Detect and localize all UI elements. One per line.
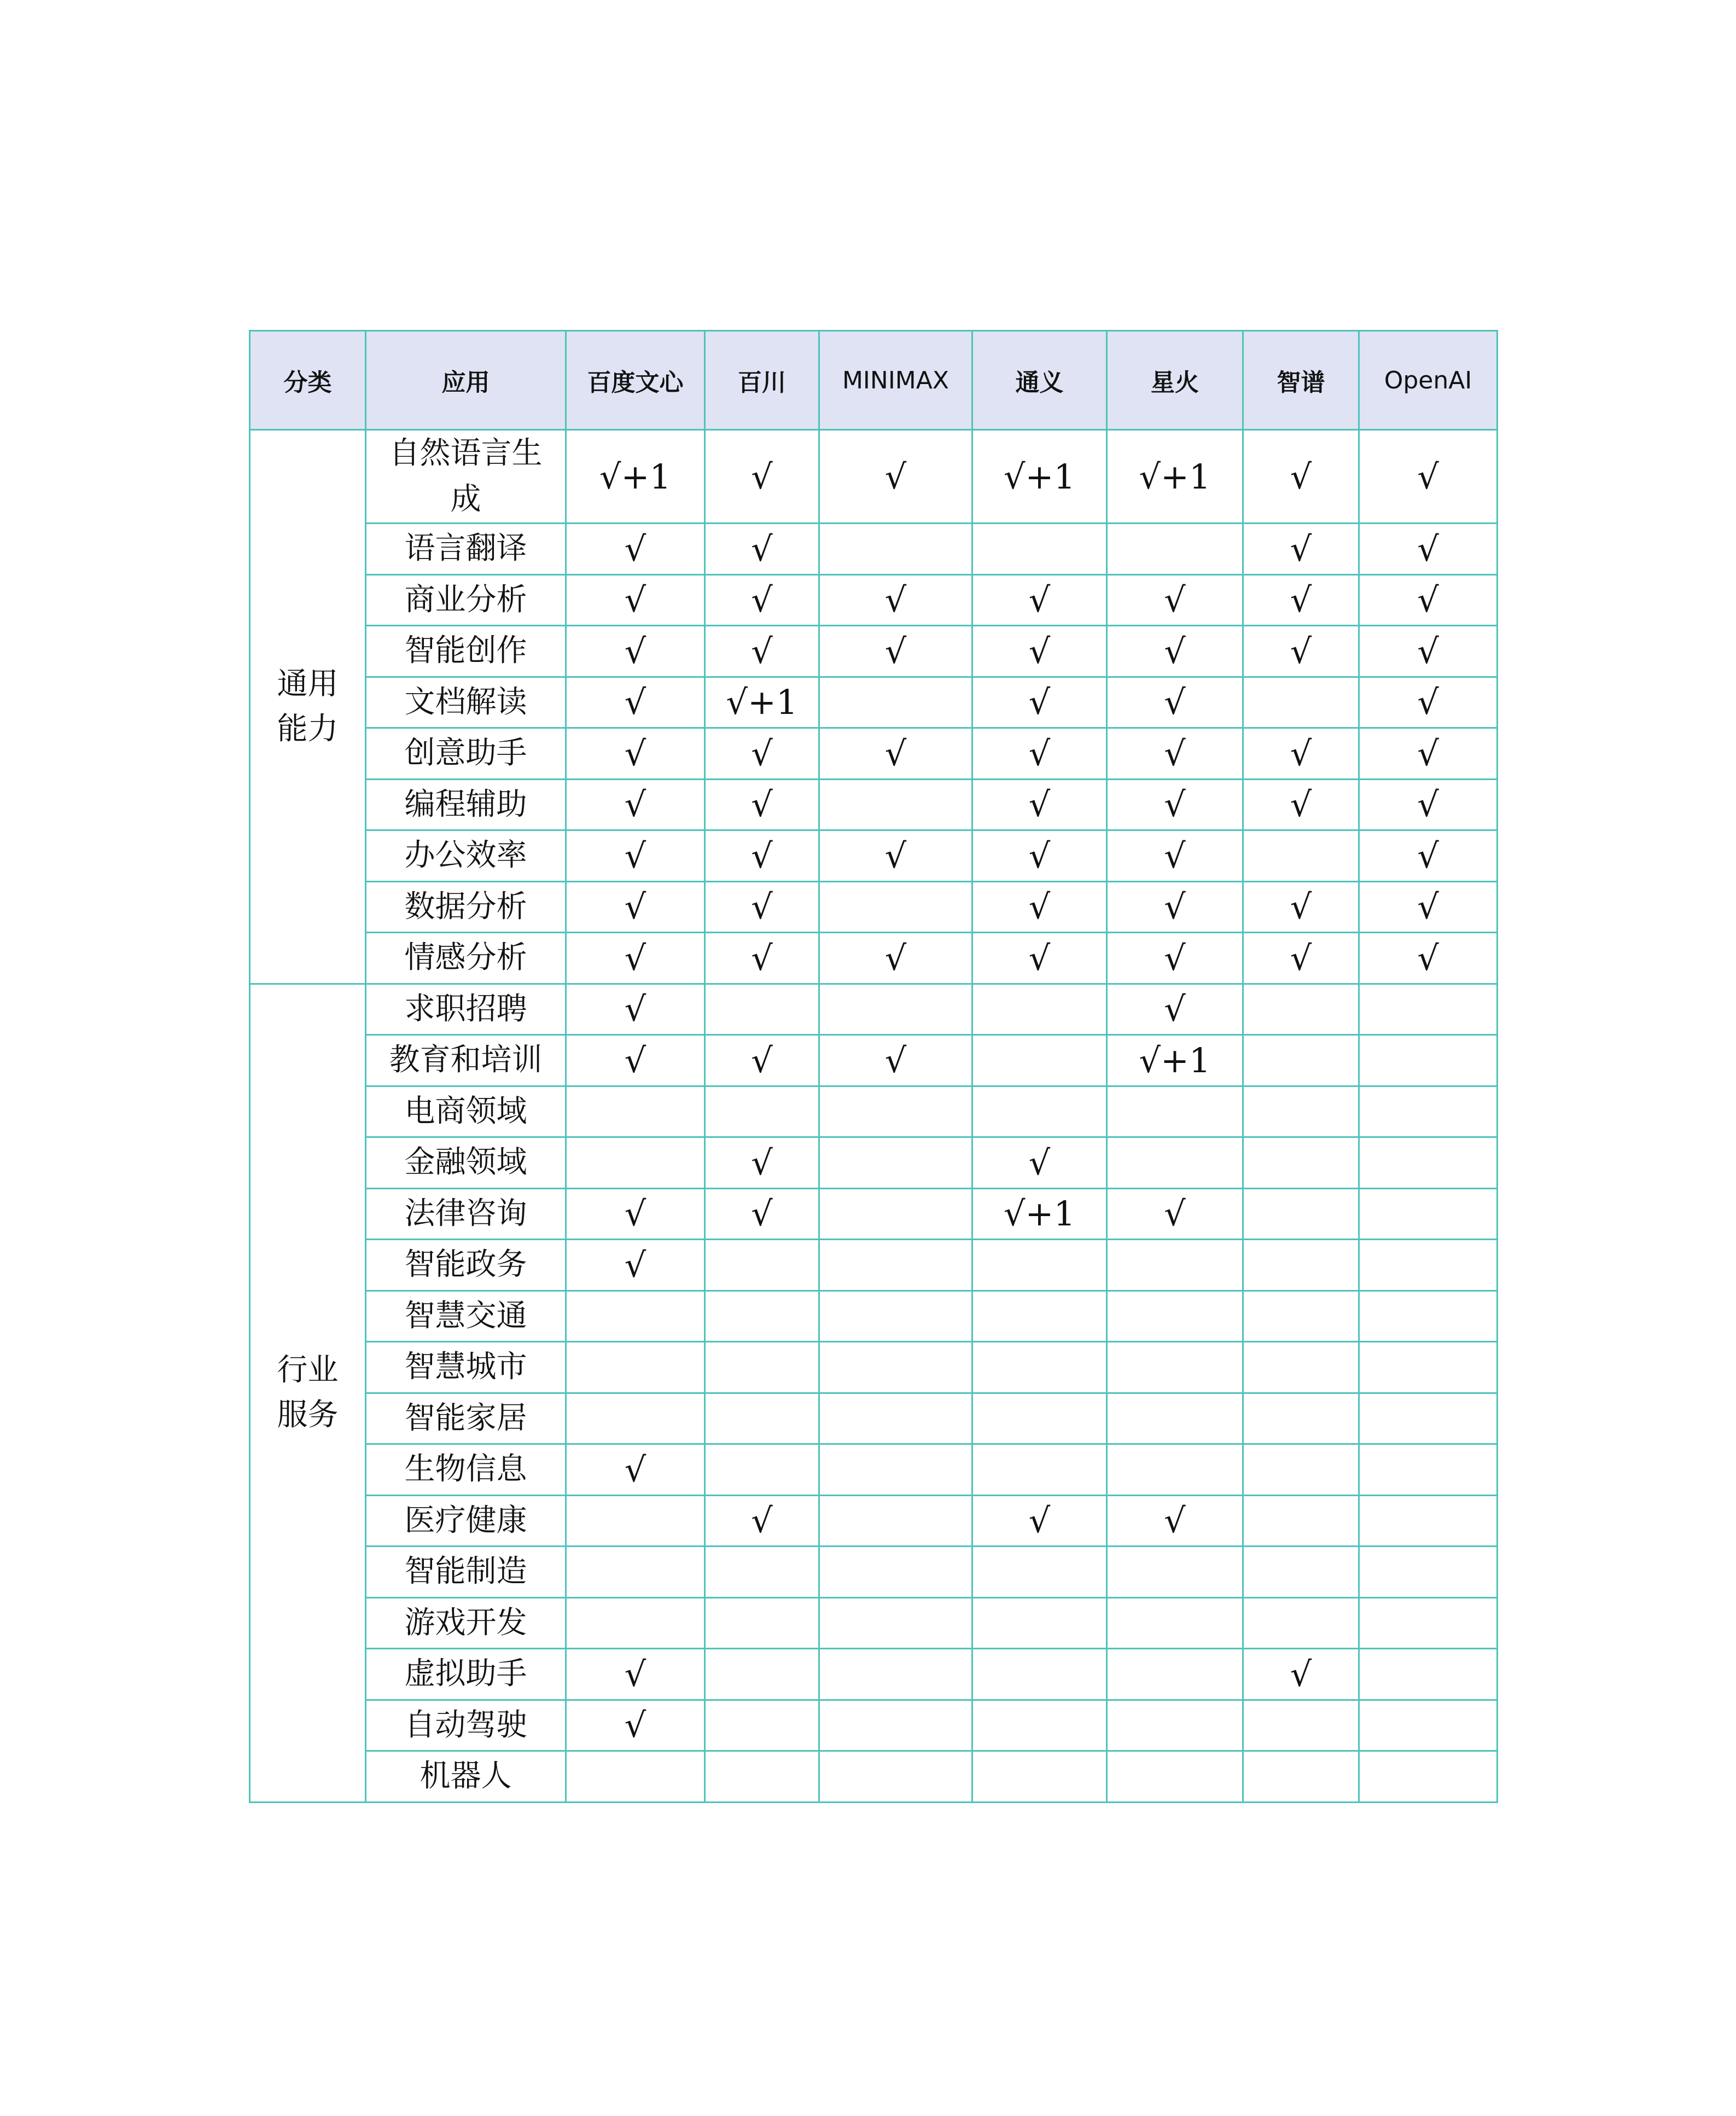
support-mark-cell: √: [1359, 677, 1498, 728]
support-mark-cell: [1243, 1086, 1359, 1137]
application-cell: 情感分析: [366, 933, 566, 984]
support-mark-cell: [819, 1751, 972, 1803]
table-row: [250, 430, 1498, 524]
support-mark-cell: [1243, 1188, 1359, 1240]
support-mark-cell: √: [705, 1035, 819, 1086]
support-mark-cell: [1107, 1342, 1243, 1393]
support-mark-cell: [972, 1342, 1107, 1393]
support-mark-cell: [819, 677, 972, 728]
application-cell: 自然语言生成: [366, 430, 566, 524]
table-row: [250, 1342, 1498, 1393]
support-mark-cell: √: [972, 830, 1107, 882]
support-mark-cell: [819, 984, 972, 1035]
support-mark-cell: [1243, 1393, 1359, 1444]
support-mark-cell: √: [566, 984, 705, 1035]
support-mark-cell: [1107, 1700, 1243, 1751]
table-row: [250, 1649, 1498, 1700]
application-cell: 智能家居: [366, 1393, 566, 1444]
category-cell: 行业服务: [250, 984, 366, 1802]
support-mark-cell: [1243, 830, 1359, 882]
table-row: [250, 677, 1498, 728]
support-mark-cell: [819, 1342, 972, 1393]
support-mark-cell: [819, 779, 972, 830]
support-mark-cell: √: [819, 574, 972, 626]
application-cell: 智能制造: [366, 1547, 566, 1598]
support-mark-cell: √: [1359, 728, 1498, 780]
support-mark-cell: [566, 1290, 705, 1342]
support-mark-cell: [972, 1393, 1107, 1444]
support-mark-cell: [1107, 1547, 1243, 1598]
support-mark-cell: [972, 524, 1107, 575]
support-mark-cell: [1107, 1597, 1243, 1649]
support-mark-cell: √: [972, 677, 1107, 728]
support-mark-cell: √: [566, 1035, 705, 1086]
support-mark-cell: √: [566, 1240, 705, 1291]
support-mark-cell: √: [705, 1137, 819, 1189]
support-mark-cell: [1243, 1495, 1359, 1547]
table-row: [250, 728, 1498, 780]
application-cell: 教育和培训: [366, 1035, 566, 1086]
support-mark-cell: [566, 1751, 705, 1803]
support-mark-cell: [972, 1290, 1107, 1342]
support-mark-cell: [1359, 1547, 1498, 1598]
support-mark-cell: √: [705, 881, 819, 933]
application-cell: 语言翻译: [366, 524, 566, 575]
support-mark-cell: √: [1107, 626, 1243, 677]
support-mark-cell: √+1: [1107, 430, 1243, 524]
support-mark-cell: [566, 1086, 705, 1137]
support-mark-cell: √+1: [566, 430, 705, 524]
support-mark-cell: √: [566, 1444, 705, 1496]
support-mark-cell: [1243, 984, 1359, 1035]
support-mark-cell: [1359, 1342, 1498, 1393]
support-mark-cell: [705, 1547, 819, 1598]
support-mark-cell: √+1: [972, 1188, 1107, 1240]
support-mark-cell: √: [1107, 830, 1243, 882]
support-mark-cell: √: [1243, 728, 1359, 780]
support-mark-cell: √: [705, 933, 819, 984]
support-mark-cell: √: [566, 574, 705, 626]
support-mark-cell: √: [705, 728, 819, 780]
support-mark-cell: [1107, 1393, 1243, 1444]
support-mark-cell: √: [1359, 626, 1498, 677]
support-mark-cell: [1243, 1751, 1359, 1803]
support-mark-cell: [1359, 1649, 1498, 1700]
support-mark-cell: [1359, 1240, 1498, 1291]
support-mark-cell: √+1: [1107, 1035, 1243, 1086]
support-mark-cell: √: [705, 626, 819, 677]
support-mark-cell: √: [972, 1137, 1107, 1189]
support-mark-cell: √: [705, 524, 819, 575]
category-cell: 通用能力: [250, 430, 366, 984]
application-cell: 编程辅助: [366, 779, 566, 830]
support-mark-cell: √: [972, 728, 1107, 780]
support-mark-cell: [1359, 1700, 1498, 1751]
support-mark-cell: [1359, 1597, 1498, 1649]
support-mark-cell: [819, 1188, 972, 1240]
application-cell: 生物信息: [366, 1444, 566, 1496]
support-mark-cell: [972, 1240, 1107, 1291]
support-mark-cell: [1107, 524, 1243, 575]
header-tongyi: 通义: [972, 331, 1107, 430]
application-cell: 智慧城市: [366, 1342, 566, 1393]
support-mark-cell: [972, 1086, 1107, 1137]
table-header-row: [250, 331, 1498, 430]
support-mark-cell: √: [566, 1188, 705, 1240]
support-mark-cell: [972, 1597, 1107, 1649]
support-mark-cell: √: [566, 881, 705, 933]
table-row: [250, 1290, 1498, 1342]
table-row: [250, 1751, 1498, 1803]
support-mark-cell: √: [1107, 1188, 1243, 1240]
support-mark-cell: √: [1107, 1495, 1243, 1547]
support-mark-cell: [705, 1393, 819, 1444]
application-cell: 虚拟助手: [366, 1649, 566, 1700]
support-mark-cell: [1243, 1700, 1359, 1751]
support-mark-cell: [819, 1547, 972, 1598]
support-mark-cell: [705, 1444, 819, 1496]
support-mark-cell: [1359, 984, 1498, 1035]
support-mark-cell: √: [1359, 881, 1498, 933]
support-mark-cell: [705, 1597, 819, 1649]
table-row: [250, 1035, 1498, 1086]
support-mark-cell: [1359, 1035, 1498, 1086]
application-cell: 数据分析: [366, 881, 566, 933]
support-mark-cell: [566, 1137, 705, 1189]
support-mark-cell: √: [705, 574, 819, 626]
header-minimax: MINIMAX: [819, 331, 972, 430]
support-mark-cell: [566, 1495, 705, 1547]
support-mark-cell: [1359, 1137, 1498, 1189]
table-body: [250, 430, 1498, 1803]
application-cell: 电商领域: [366, 1086, 566, 1137]
support-mark-cell: [819, 1137, 972, 1189]
table-row: [250, 1240, 1498, 1291]
support-mark-cell: √: [819, 626, 972, 677]
application-cell: 求职招聘: [366, 984, 566, 1035]
capability-comparison-table: [249, 330, 1498, 1803]
support-mark-cell: [1243, 1240, 1359, 1291]
support-mark-cell: √: [566, 1649, 705, 1700]
support-mark-cell: √: [1243, 524, 1359, 575]
support-mark-cell: √: [1107, 728, 1243, 780]
application-cell: 医疗健康: [366, 1495, 566, 1547]
support-mark-cell: √+1: [972, 430, 1107, 524]
support-mark-cell: [819, 1700, 972, 1751]
support-mark-cell: √: [566, 1700, 705, 1751]
support-mark-cell: √: [566, 933, 705, 984]
support-mark-cell: √: [1107, 881, 1243, 933]
support-mark-cell: √: [566, 779, 705, 830]
support-mark-cell: [705, 1649, 819, 1700]
application-cell: 商业分析: [366, 574, 566, 626]
support-mark-cell: √: [972, 1495, 1107, 1547]
support-mark-cell: [566, 1393, 705, 1444]
table-row: [250, 1700, 1498, 1751]
support-mark-cell: [566, 1597, 705, 1649]
table-row: [250, 1086, 1498, 1137]
support-mark-cell: √: [1359, 830, 1498, 882]
support-mark-cell: [1107, 1649, 1243, 1700]
support-mark-cell: [1243, 1290, 1359, 1342]
table-row: [250, 574, 1498, 626]
application-cell: 游戏开发: [366, 1597, 566, 1649]
header-xinghuo: 星火: [1107, 331, 1243, 430]
support-mark-cell: [1359, 1393, 1498, 1444]
support-mark-cell: √: [1243, 626, 1359, 677]
support-mark-cell: [819, 524, 972, 575]
support-mark-cell: [1243, 1137, 1359, 1189]
support-mark-cell: [1107, 1290, 1243, 1342]
support-mark-cell: √+1: [705, 677, 819, 728]
support-mark-cell: [1359, 1495, 1498, 1547]
support-mark-cell: √: [705, 779, 819, 830]
support-mark-cell: [819, 1086, 972, 1137]
support-mark-cell: √: [1243, 933, 1359, 984]
support-mark-cell: [705, 984, 819, 1035]
support-mark-cell: √: [1243, 779, 1359, 830]
support-mark-cell: [972, 984, 1107, 1035]
application-cell: 创意助手: [366, 728, 566, 780]
table-row: [250, 1597, 1498, 1649]
support-mark-cell: [972, 1444, 1107, 1496]
support-mark-cell: [972, 1751, 1107, 1803]
support-mark-cell: [972, 1547, 1107, 1598]
support-mark-cell: √: [1107, 779, 1243, 830]
support-mark-cell: √: [972, 933, 1107, 984]
support-mark-cell: [819, 1240, 972, 1291]
support-mark-cell: [1243, 677, 1359, 728]
support-mark-cell: [972, 1700, 1107, 1751]
support-mark-cell: √: [566, 626, 705, 677]
support-mark-cell: √: [1243, 1649, 1359, 1700]
table-row: [250, 1547, 1498, 1598]
support-mark-cell: √: [705, 830, 819, 882]
application-cell: 法律咨询: [366, 1188, 566, 1240]
support-mark-cell: √: [705, 430, 819, 524]
application-cell: 文档解读: [366, 677, 566, 728]
support-mark-cell: √: [1107, 933, 1243, 984]
application-cell: 自动驾驶: [366, 1700, 566, 1751]
support-mark-cell: [819, 1290, 972, 1342]
support-mark-cell: √: [566, 677, 705, 728]
application-cell: 智能政务: [366, 1240, 566, 1291]
support-mark-cell: √: [1359, 933, 1498, 984]
table-row: [250, 881, 1498, 933]
support-mark-cell: √: [705, 1495, 819, 1547]
support-mark-cell: √: [819, 430, 972, 524]
support-mark-cell: [819, 1393, 972, 1444]
support-mark-cell: [705, 1700, 819, 1751]
header-application: 应用: [366, 331, 566, 430]
support-mark-cell: [819, 1649, 972, 1700]
support-mark-cell: √: [1243, 881, 1359, 933]
support-mark-cell: [705, 1751, 819, 1803]
support-mark-cell: √: [972, 626, 1107, 677]
table-row: [250, 524, 1498, 575]
support-mark-cell: [1243, 1035, 1359, 1086]
support-mark-cell: [972, 1649, 1107, 1700]
support-mark-cell: √: [819, 933, 972, 984]
support-mark-cell: [1243, 1342, 1359, 1393]
table-row: [250, 1495, 1498, 1547]
support-mark-cell: [1243, 1444, 1359, 1496]
header-zhipu: 智谱: [1243, 331, 1359, 430]
support-mark-cell: √: [1359, 779, 1498, 830]
support-mark-cell: [1107, 1240, 1243, 1291]
support-mark-cell: [1359, 1188, 1498, 1240]
support-mark-cell: [1243, 1597, 1359, 1649]
support-mark-cell: [1359, 1086, 1498, 1137]
support-mark-cell: [819, 1597, 972, 1649]
support-mark-cell: √: [972, 881, 1107, 933]
support-mark-cell: √: [1107, 677, 1243, 728]
application-cell: 金融领域: [366, 1137, 566, 1189]
support-mark-cell: [819, 1495, 972, 1547]
support-mark-cell: [1359, 1751, 1498, 1803]
support-mark-cell: √: [819, 830, 972, 882]
support-mark-cell: [705, 1240, 819, 1291]
support-mark-cell: [566, 1547, 705, 1598]
support-mark-cell: √: [1243, 430, 1359, 524]
table-row: [250, 1137, 1498, 1189]
support-mark-cell: [819, 881, 972, 933]
support-mark-cell: √: [1107, 984, 1243, 1035]
support-mark-cell: √: [1107, 574, 1243, 626]
table-row: [250, 779, 1498, 830]
support-mark-cell: [819, 1444, 972, 1496]
support-mark-cell: [1107, 1086, 1243, 1137]
application-cell: 机器人: [366, 1751, 566, 1803]
table-row: [250, 1188, 1498, 1240]
support-mark-cell: [1107, 1444, 1243, 1496]
table-row: [250, 626, 1498, 677]
table-row: [250, 1444, 1498, 1496]
support-mark-cell: [705, 1342, 819, 1393]
support-mark-cell: √: [819, 728, 972, 780]
support-mark-cell: [1359, 1444, 1498, 1496]
header-baidu-wenxin: 百度文心: [566, 331, 705, 430]
support-mark-cell: [566, 1342, 705, 1393]
header-openai: OpenAI: [1359, 331, 1498, 430]
application-cell: 智慧交通: [366, 1290, 566, 1342]
support-mark-cell: √: [972, 574, 1107, 626]
support-mark-cell: [1107, 1751, 1243, 1803]
support-mark-cell: [1243, 1547, 1359, 1598]
support-mark-cell: √: [972, 779, 1107, 830]
support-mark-cell: √: [705, 1188, 819, 1240]
support-mark-cell: √: [1359, 524, 1498, 575]
table-row: [250, 830, 1498, 882]
table-row: [250, 933, 1498, 984]
support-mark-cell: √: [566, 830, 705, 882]
support-mark-cell: √: [1243, 574, 1359, 626]
support-mark-cell: [1107, 1137, 1243, 1189]
application-cell: 智能创作: [366, 626, 566, 677]
support-mark-cell: √: [1359, 430, 1498, 524]
header-category: 分类: [250, 331, 366, 430]
support-mark-cell: √: [1359, 574, 1498, 626]
support-mark-cell: [1359, 1290, 1498, 1342]
header-baichuan: 百川: [705, 331, 819, 430]
application-cell: 办公效率: [366, 830, 566, 882]
support-mark-cell: √: [566, 728, 705, 780]
support-mark-cell: √: [819, 1035, 972, 1086]
table-row: [250, 984, 1498, 1035]
support-mark-cell: √: [566, 524, 705, 575]
table-row: [250, 1393, 1498, 1444]
support-mark-cell: [972, 1035, 1107, 1086]
support-mark-cell: [705, 1086, 819, 1137]
support-mark-cell: [705, 1290, 819, 1342]
